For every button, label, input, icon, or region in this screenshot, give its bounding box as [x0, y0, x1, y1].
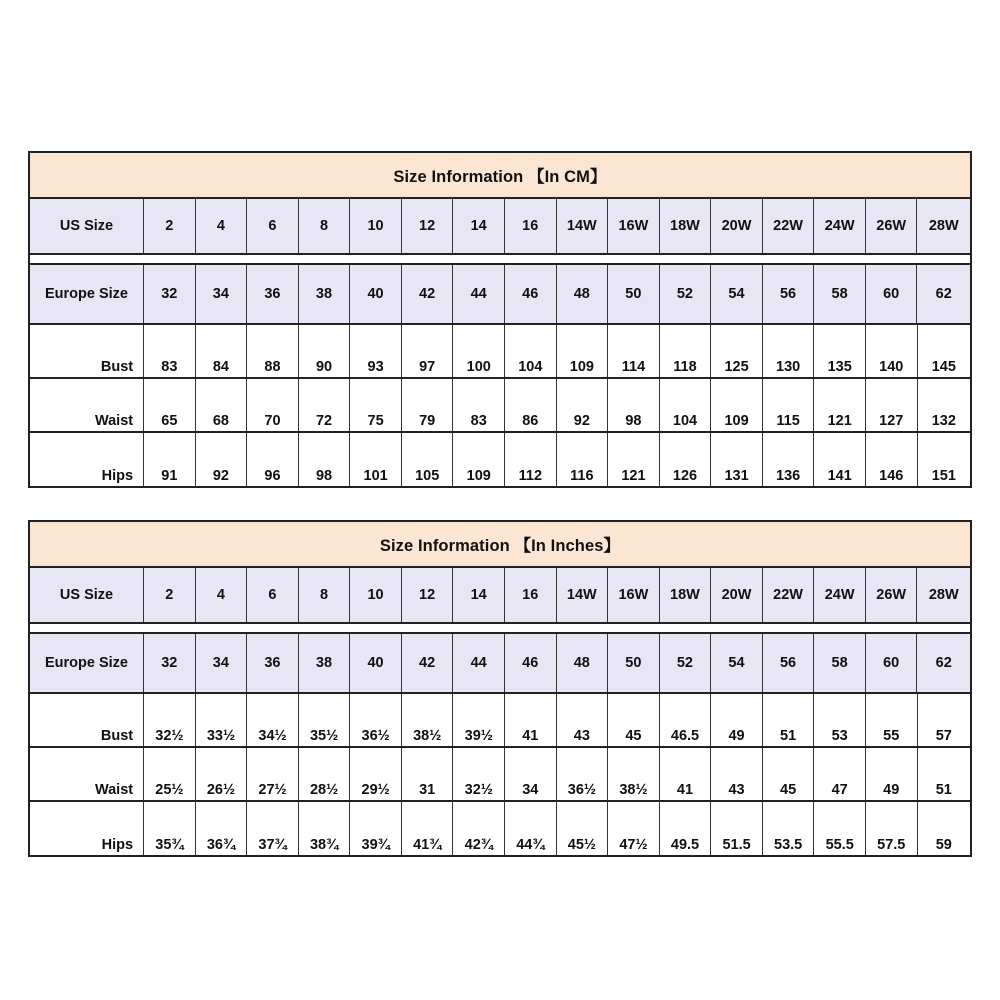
europe-size-cell: 38	[298, 634, 350, 692]
us-size-cell: 16W	[607, 568, 659, 622]
hips-value-cell: 121	[607, 433, 659, 486]
us-size-cell: 20W	[710, 568, 762, 622]
europe-size-cell: 46	[504, 634, 556, 692]
hips-value-cell: 112	[504, 433, 556, 486]
table-title: Size Information 【In CM】	[30, 153, 970, 199]
bust-value-cell: 45	[607, 694, 659, 746]
us-size-cell: 16W	[607, 199, 659, 253]
waist-value-cell: 49	[865, 748, 917, 800]
bust-value-cell: 84	[195, 325, 247, 377]
size-table-cm	[28, 151, 972, 488]
bust-value-cell: 130	[762, 325, 814, 377]
bust-value-cell: 57	[917, 694, 971, 746]
bust-value-cell: 41	[504, 694, 556, 746]
waist-value-cell: 72	[298, 379, 350, 431]
bust-value-cell: 118	[659, 325, 711, 377]
us-size-label: US Size	[59, 587, 114, 603]
us-size-cell: 28W	[916, 199, 970, 253]
europe-size-cell: 56	[762, 265, 814, 323]
europe-size-cell: 58	[813, 634, 865, 692]
europe-size-cell: 60	[865, 265, 917, 323]
us-size-cell: 8	[298, 568, 350, 622]
waist-value-cell: 70	[246, 379, 298, 431]
us-size-cell: 6	[246, 199, 298, 253]
bust-value-cell: 125	[710, 325, 762, 377]
europe-size-cell: 48	[556, 634, 608, 692]
us-size-cell: 24W	[813, 199, 865, 253]
waist-value-cell: 92	[556, 379, 608, 431]
hips-value-cell: 141	[813, 433, 865, 486]
hips-value-cell: 116	[556, 433, 608, 486]
row-spacer	[30, 255, 970, 265]
waist-value-cell: 83	[452, 379, 504, 431]
us-size-cell: 4	[195, 199, 247, 253]
size-table-inches	[28, 520, 972, 857]
europe-size-row	[30, 265, 970, 325]
hips-value-cell: 45½	[556, 802, 608, 855]
bust-value-cell: 51	[762, 694, 814, 746]
waist-value-cell: 75	[349, 379, 401, 431]
europe-size-cell: 36	[246, 634, 298, 692]
hips-value-cell: 44¾	[504, 802, 556, 855]
us-size-cell: 14W	[556, 199, 608, 253]
waist-row	[30, 748, 970, 802]
bust-value-cell: 100	[452, 325, 504, 377]
bust-value-cell: 35½	[298, 694, 350, 746]
europe-size-cell: 32	[143, 634, 195, 692]
us-size-cell: 18W	[659, 199, 711, 253]
waist-value-cell: 115	[762, 379, 814, 431]
hips-value-cell: 49.5	[659, 802, 711, 855]
europe-size-label: Europe Size	[45, 655, 128, 671]
hips-value-cell: 47½	[607, 802, 659, 855]
waist-value-cell: 41	[659, 748, 711, 800]
us-size-cell: 26W	[865, 199, 917, 253]
waist-value-cell: 25½	[143, 748, 195, 800]
us-size-cell: 8	[298, 199, 350, 253]
bust-value-cell: 93	[349, 325, 401, 377]
waist-value-cell: 47	[813, 748, 865, 800]
waist-value-cell: 31	[401, 748, 453, 800]
hips-value-cell: 96	[246, 433, 298, 486]
bust-value-cell: 53	[813, 694, 865, 746]
bust-label: Bust	[100, 359, 134, 375]
europe-size-cell: 36	[246, 265, 298, 323]
waist-value-cell: 28½	[298, 748, 350, 800]
hips-value-cell: 35¾	[143, 802, 195, 855]
bust-value-cell: 33½	[195, 694, 247, 746]
hips-label: Hips	[101, 468, 134, 484]
us-size-cell: 14W	[556, 568, 608, 622]
hips-label: Hips	[101, 837, 134, 853]
bust-value-cell: 34½	[246, 694, 298, 746]
europe-size-cell: 44	[452, 265, 504, 323]
hips-value-cell: 131	[710, 433, 762, 486]
bust-value-cell: 104	[504, 325, 556, 377]
us-size-cell: 22W	[762, 568, 814, 622]
hips-value-cell: 126	[659, 433, 711, 486]
waist-value-cell: 79	[401, 379, 453, 431]
bust-value-cell: 83	[143, 325, 195, 377]
hips-value-cell: 42¾	[452, 802, 504, 855]
us-size-cell: 6	[246, 568, 298, 622]
europe-size-cell: 50	[607, 634, 659, 692]
europe-size-cell: 42	[401, 265, 453, 323]
bust-value-cell: 140	[865, 325, 917, 377]
europe-size-cell: 46	[504, 265, 556, 323]
bust-value-cell: 36½	[349, 694, 401, 746]
us-size-cell: 4	[195, 568, 247, 622]
us-size-cell: 26W	[865, 568, 917, 622]
hips-row	[30, 802, 970, 857]
hips-value-cell: 91	[143, 433, 195, 486]
europe-size-cell: 54	[710, 634, 762, 692]
hips-value-cell: 151	[917, 433, 971, 486]
waist-value-cell: 38½	[607, 748, 659, 800]
waist-value-cell: 68	[195, 379, 247, 431]
europe-size-cell: 50	[607, 265, 659, 323]
table-title: Size Information 【In Inches】	[30, 522, 970, 568]
waist-value-cell: 45	[762, 748, 814, 800]
bust-value-cell: 114	[607, 325, 659, 377]
hips-value-cell: 57.5	[865, 802, 917, 855]
hips-value-cell: 105	[401, 433, 453, 486]
europe-size-cell: 60	[865, 634, 917, 692]
hips-value-cell: 53.5	[762, 802, 814, 855]
europe-size-cell: 34	[195, 634, 247, 692]
bust-value-cell: 43	[556, 694, 608, 746]
waist-value-cell: 27½	[246, 748, 298, 800]
us-size-cell: 2	[143, 568, 195, 622]
europe-size-row	[30, 634, 970, 694]
us-size-cell: 22W	[762, 199, 814, 253]
waist-label: Waist	[94, 782, 134, 798]
waist-value-cell: 65	[143, 379, 195, 431]
bust-label: Bust	[100, 728, 134, 744]
waist-row	[30, 379, 970, 433]
bust-value-cell: 97	[401, 325, 453, 377]
bust-value-cell: 145	[917, 325, 971, 377]
waist-value-cell: 109	[710, 379, 762, 431]
us-size-cell: 18W	[659, 568, 711, 622]
us-size-label: US Size	[59, 218, 114, 234]
europe-size-cell: 38	[298, 265, 350, 323]
europe-size-cell: 42	[401, 634, 453, 692]
waist-value-cell: 29½	[349, 748, 401, 800]
waist-value-cell: 98	[607, 379, 659, 431]
waist-value-cell: 36½	[556, 748, 608, 800]
europe-size-cell: 34	[195, 265, 247, 323]
waist-value-cell: 104	[659, 379, 711, 431]
europe-size-cell: 54	[710, 265, 762, 323]
hips-value-cell: 136	[762, 433, 814, 486]
bust-row	[30, 325, 970, 379]
bust-value-cell: 88	[246, 325, 298, 377]
bust-value-cell: 46.5	[659, 694, 711, 746]
waist-value-cell: 32½	[452, 748, 504, 800]
waist-value-cell: 51	[917, 748, 971, 800]
us-size-cell: 10	[349, 199, 401, 253]
hips-value-cell: 59	[917, 802, 971, 855]
europe-size-cell: 40	[349, 634, 401, 692]
waist-value-cell: 132	[917, 379, 971, 431]
europe-size-cell: 52	[659, 265, 711, 323]
us-size-cell: 14	[452, 199, 504, 253]
row-spacer	[30, 624, 970, 634]
europe-size-cell: 62	[916, 265, 970, 323]
us-size-row	[30, 199, 970, 255]
waist-value-cell: 121	[813, 379, 865, 431]
hips-value-cell: 39¾	[349, 802, 401, 855]
bust-value-cell: 49	[710, 694, 762, 746]
hips-value-cell: 37¾	[246, 802, 298, 855]
hips-row	[30, 433, 970, 488]
bust-value-cell: 55	[865, 694, 917, 746]
bust-value-cell: 109	[556, 325, 608, 377]
hips-value-cell: 36¾	[195, 802, 247, 855]
waist-value-cell: 34	[504, 748, 556, 800]
us-size-row	[30, 568, 970, 624]
us-size-cell: 10	[349, 568, 401, 622]
bust-value-cell: 39½	[452, 694, 504, 746]
bust-row	[30, 694, 970, 748]
europe-size-label: Europe Size	[45, 286, 128, 302]
bust-value-cell: 38½	[401, 694, 453, 746]
europe-size-cell: 56	[762, 634, 814, 692]
hips-value-cell: 55.5	[813, 802, 865, 855]
hips-value-cell: 98	[298, 433, 350, 486]
hips-value-cell: 51.5	[710, 802, 762, 855]
us-size-cell: 14	[452, 568, 504, 622]
hips-value-cell: 146	[865, 433, 917, 486]
us-size-cell: 12	[401, 199, 453, 253]
europe-size-cell: 58	[813, 265, 865, 323]
hips-value-cell: 38¾	[298, 802, 350, 855]
bust-value-cell: 32½	[143, 694, 195, 746]
waist-value-cell: 26½	[195, 748, 247, 800]
hips-value-cell: 109	[452, 433, 504, 486]
europe-size-cell: 44	[452, 634, 504, 692]
europe-size-cell: 48	[556, 265, 608, 323]
europe-size-cell: 62	[916, 634, 970, 692]
us-size-cell: 12	[401, 568, 453, 622]
hips-value-cell: 41¾	[401, 802, 453, 855]
bust-value-cell: 135	[813, 325, 865, 377]
europe-size-cell: 40	[349, 265, 401, 323]
us-size-cell: 24W	[813, 568, 865, 622]
waist-value-cell: 86	[504, 379, 556, 431]
us-size-cell: 16	[504, 199, 556, 253]
us-size-cell: 2	[143, 199, 195, 253]
europe-size-cell: 52	[659, 634, 711, 692]
us-size-cell: 28W	[916, 568, 970, 622]
hips-value-cell: 92	[195, 433, 247, 486]
europe-size-cell: 32	[143, 265, 195, 323]
waist-value-cell: 43	[710, 748, 762, 800]
hips-value-cell: 101	[349, 433, 401, 486]
waist-value-cell: 127	[865, 379, 917, 431]
bust-value-cell: 90	[298, 325, 350, 377]
waist-label: Waist	[94, 413, 134, 429]
us-size-cell: 16	[504, 568, 556, 622]
us-size-cell: 20W	[710, 199, 762, 253]
